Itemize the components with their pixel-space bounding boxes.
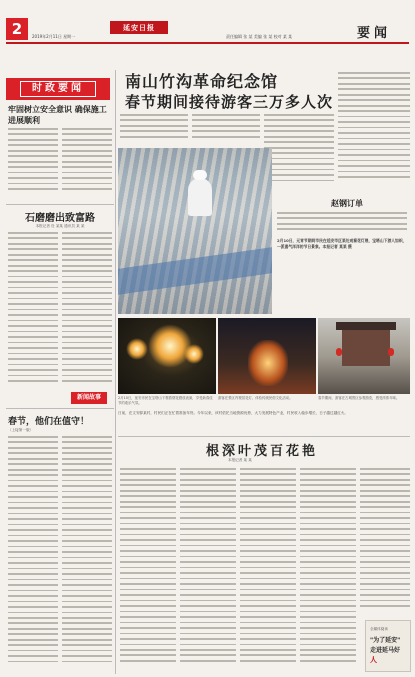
- left-article-2-body-2: [62, 232, 112, 387]
- divider: [6, 204, 114, 205]
- promo-line-2: "为了延安": [370, 637, 401, 644]
- main-headline: [125, 72, 333, 112]
- lead-paragraph: 日前，在文安驿某村，村民们正在忙着准备年货。今年以来，该村依托当地资源优势，大力发展特色产业，村民收入稳步增长，日子越过越红火。: [118, 411, 348, 415]
- main-photo-caption: 2月10日，元宵节期间市民在延安市区某处观看花灯展，宝塔山下游人如织，一派喜气洋洋的节日景象。本报记者 某某 摄: [277, 238, 407, 249]
- feature-body-col4: [300, 468, 356, 672]
- politics-banner: [6, 78, 110, 100]
- left-article-2-body: [8, 232, 58, 387]
- column-rule: [115, 70, 116, 674]
- left-headline-2: 石磨磨出致富路: [25, 213, 95, 224]
- feature-body-col5: [360, 468, 410, 616]
- left-article-1-body-2: [62, 128, 112, 200]
- divider: [6, 408, 114, 409]
- feature-body-col2: [180, 468, 236, 672]
- left-headline-1: 牢固树立安全意识 确保施工进展顺利: [8, 104, 107, 125]
- promo-line-3: 走进延马好: [370, 647, 401, 654]
- section-title: 要闻: [356, 26, 391, 41]
- promo-line-1: 全媒体阅读: [370, 627, 388, 631]
- side-report-title: 赵钢订单: [331, 198, 363, 208]
- main-headline-line1: 南山竹沟革命纪念馆: [125, 72, 279, 91]
- politics-banner-label: 时政要闻: [20, 81, 96, 97]
- photo-lanterns: [218, 318, 316, 394]
- page-number: 2: [6, 18, 28, 40]
- feature-byline: 本报记者 某 某: [228, 458, 252, 462]
- main-body-col2: [192, 114, 260, 146]
- left-article-1-body: [8, 128, 58, 200]
- photo-caption-lanterns: 游客在景区内观赏花灯，体验传统民俗文化活动。: [218, 396, 293, 400]
- left-byline-2: 本报记者 杜 某某 通讯员 某 某: [35, 224, 85, 228]
- left-subtitle-3: （上接第一版）: [8, 428, 34, 432]
- photo-fireworks: [118, 318, 216, 394]
- main-body-col3: [264, 114, 334, 194]
- photo-caption-fireworks: 2月10日，延安市民在宝塔山下观看烟花燃放表演，享受新春佳节的欢乐气氛。: [118, 396, 213, 405]
- header-date: 2019年2月11日 星期一: [32, 34, 76, 39]
- main-body-col1: [120, 114, 188, 146]
- feature-body-col1: [120, 468, 176, 672]
- main-body-col4: [338, 72, 410, 194]
- promo-box: [365, 620, 411, 672]
- header-editors: 责任编辑 张 某 美编 张 某 校对 某 某: [226, 34, 293, 39]
- photo-ancient-gate: [318, 318, 410, 394]
- promo-line-4: 人: [370, 655, 377, 664]
- header-rule: [6, 42, 409, 44]
- feature-headline: 根深叶茂百花艳: [206, 444, 319, 459]
- newspaper-logo: 延安日报: [110, 21, 168, 34]
- left-headline-3: 春节，他们在值守！: [8, 417, 90, 427]
- divider: [118, 436, 410, 437]
- main-photo-factory: [118, 148, 272, 314]
- main-headline-line2: 春节期间接待游客三万多人次: [125, 93, 334, 111]
- feature-body-col3: [240, 468, 296, 672]
- news-story-tag: 新闻故事: [71, 392, 107, 404]
- photo-caption-gate: 春节期间，游客在古城景区参观游览，感受浓浓年味。: [318, 396, 400, 400]
- left-article-3-body-2: [62, 436, 112, 672]
- side-report-body: [277, 212, 407, 234]
- left-article-3-body: [8, 436, 58, 672]
